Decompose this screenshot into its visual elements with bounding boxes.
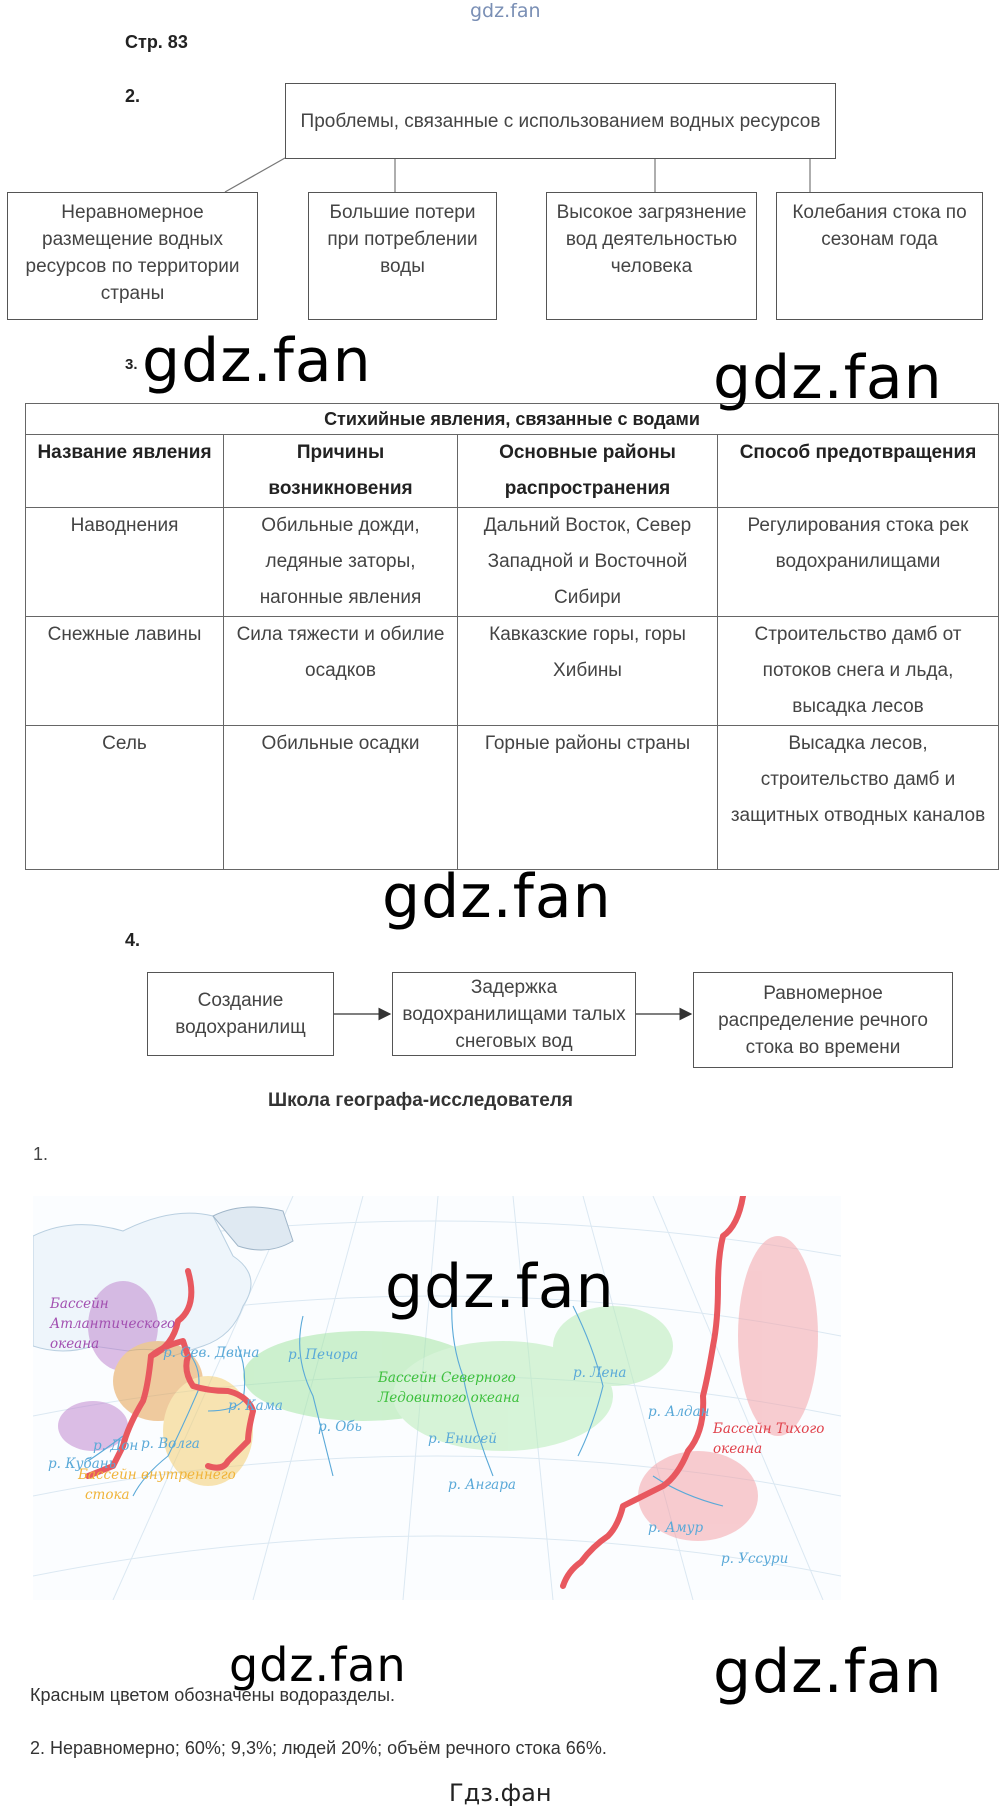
flow-step-text: Создание водохранилищ bbox=[175, 990, 306, 1038]
task4-number: 4. bbox=[125, 930, 141, 950]
task2-child-box bbox=[776, 192, 983, 320]
column-header: Причины возникновения bbox=[224, 435, 458, 508]
table-row bbox=[26, 726, 999, 870]
map-label-river: р. Кубань bbox=[48, 1456, 117, 1472]
watermark: gdz.fan bbox=[713, 343, 943, 413]
table-row bbox=[26, 508, 999, 617]
table-cell: Наводнения bbox=[26, 508, 224, 617]
task2-child-box bbox=[308, 192, 497, 320]
task2-child-box bbox=[7, 192, 258, 320]
table-cell: Снежные лавины bbox=[26, 617, 224, 726]
column-header: Название явления bbox=[26, 435, 224, 508]
page-label: Стр. 83 bbox=[125, 32, 188, 52]
table-header-row bbox=[26, 435, 999, 508]
flow-step-text: Задержка водохранилищами талых снеговых вод bbox=[402, 976, 626, 1052]
map-label-river: р. Уссури bbox=[721, 1551, 789, 1567]
map-label-atlantic: Бассейн bbox=[50, 1296, 109, 1312]
map-label-river: р. Сев. Двина bbox=[163, 1345, 260, 1361]
map-label-inner: стока bbox=[85, 1487, 130, 1503]
flow-arrows bbox=[0, 996, 1000, 1036]
map-label-river: р. Лена bbox=[573, 1365, 627, 1381]
watermark: gdz.fan bbox=[382, 862, 612, 932]
task2-child-box bbox=[546, 192, 757, 320]
table-cell: Горные районы страны bbox=[458, 726, 718, 870]
watermark: gdz.fan bbox=[142, 326, 372, 396]
task3-number: 3. bbox=[125, 356, 138, 373]
table-cell: Обильные дожди, ледяные заторы, нагонные явления bbox=[224, 508, 458, 617]
map-label-river: р. Печора bbox=[288, 1347, 359, 1363]
map-label-river: р. Енисей bbox=[428, 1431, 497, 1447]
site-header: gdz.fan bbox=[470, 0, 541, 22]
table-caption: Стихийные явления, связанные с водами bbox=[26, 404, 999, 435]
flow-step-text: Равномерное распределение речного стока во времени bbox=[718, 982, 928, 1058]
map-label-river: р. Волга bbox=[141, 1436, 200, 1452]
school-title: Школа географа-исследователя bbox=[268, 1090, 573, 1111]
task2-child-text: Неравномерное размещение водных ресурсов по территории страны bbox=[25, 202, 240, 304]
map-label-river: р. Амур bbox=[648, 1520, 704, 1536]
phenomena-table bbox=[25, 403, 999, 870]
task2-root-box bbox=[285, 83, 836, 159]
map-label-pacific: океана bbox=[713, 1441, 763, 1457]
table-cell: Дальний Восток, Север Западной и Восточной Сибири bbox=[458, 508, 718, 617]
map-label-river: р. Дон bbox=[93, 1438, 139, 1454]
map-label-atlantic: океана bbox=[50, 1336, 100, 1352]
table-cell: Строительство дамб от потоков снега и льда, высадка лесов bbox=[718, 617, 999, 726]
watermark: gdz.fan bbox=[229, 1638, 407, 1692]
task2-child-text: Колебания стока по сезонам года bbox=[792, 202, 967, 250]
map-label-river: р. Кама bbox=[228, 1398, 283, 1414]
task2-root-text: Проблемы, связанные с использованием водных ресурсов bbox=[300, 110, 821, 132]
task-s2-answer: 2. Неравномерно; 60%; 9,3%; людей 20%; объём речного стока 66%. bbox=[30, 1738, 607, 1758]
map-caption: Красным цветом обозначены водоразделы. bbox=[30, 1685, 396, 1705]
map-label-arctic: Бассейн Северного bbox=[378, 1370, 516, 1386]
table-cell: Регулирования стока рек водохранилищами bbox=[718, 508, 999, 617]
map-label-river: р. Ангара bbox=[448, 1477, 516, 1493]
task2-child-text: Высокое загрязнение вод деятельностью человека bbox=[556, 202, 747, 277]
column-header: Способ предотвращения bbox=[718, 435, 999, 508]
map-label-river: р. Алдан bbox=[648, 1404, 710, 1420]
table-row bbox=[26, 617, 999, 726]
table-cell: Высадка лесов, строительство дамб и защитных отводных каналов bbox=[718, 726, 999, 870]
column-header: Основные районы распространения bbox=[458, 435, 718, 508]
table-cell: Кавказские горы, горы Хибины bbox=[458, 617, 718, 726]
map-label-atlantic: Атлантического bbox=[50, 1316, 176, 1332]
task-s1-number: 1. bbox=[33, 1144, 49, 1164]
map-label-inner: Бассейн внутреннего bbox=[78, 1467, 236, 1483]
page-footer: Гдз.фан bbox=[449, 1779, 552, 1807]
table-cell: Сила тяжести и обилие осадков bbox=[224, 617, 458, 726]
map-label-arctic: Ледовитого океана bbox=[378, 1390, 520, 1406]
table-cell: Обильные осадки bbox=[224, 726, 458, 870]
table-cell: Сель bbox=[26, 726, 224, 870]
task2-number: 2. bbox=[125, 86, 141, 106]
watermark: gdz.fan bbox=[385, 1252, 615, 1322]
map-label-river: р. Обь bbox=[318, 1419, 362, 1435]
map-label-pacific: Бассейн Тихого bbox=[713, 1421, 825, 1437]
task2-child-text: Большие потери при потреблении воды bbox=[327, 202, 478, 277]
watermark: gdz.fan bbox=[713, 1637, 943, 1707]
